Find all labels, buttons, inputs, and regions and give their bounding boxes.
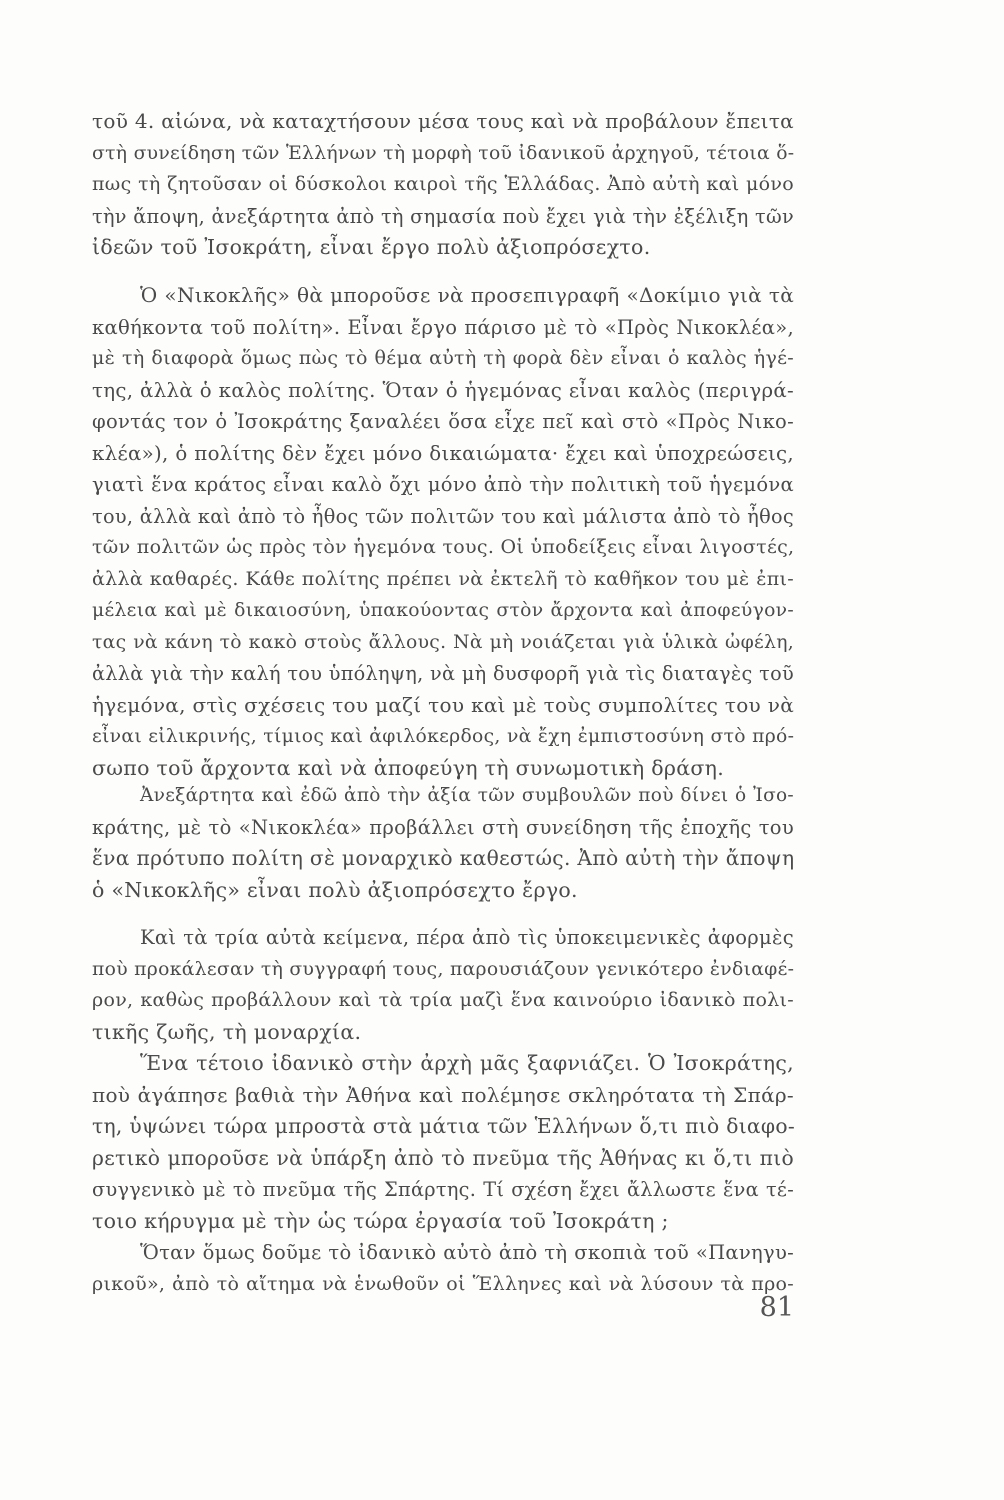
page-number: 81 (759, 1292, 794, 1323)
text-line: σωπο τοῦ ἄρχοντα καὶ νὰ ἀποφεύγη τὴ συνωμοτικὴ δράση. (92, 755, 725, 780)
text-line: Ἕνα τέτοιο ἰδανικὸ στὴν ἀρχὴ μᾶς ξαφνιάζει. Ὁ Ἰσοκράτης, (140, 1051, 794, 1075)
text-line: μέλεια καὶ μὲ δικαιοσύνη, ὑπακούοντας στὸν ἄρχοντα καὶ ἀποφεύγον- (92, 600, 794, 621)
text-line: μὲ τὴ διαφορὰ ὅμως πὼς τὸ θέμα αὐτὴ τὴ φορὰ δὲν εἶναι ὁ καλὸς ἡγέ- (92, 347, 794, 369)
text-line: τη, ὑψώνει τώρα μπροστὰ στὰ μάτια τῶν Ἑλλήνων ὅ,τι πιὸ διαφο- (92, 1114, 796, 1138)
paragraph-5 (92, 1048, 794, 1237)
text-line: ποὺ ἀγάπησε βαθιὰ τὴν Ἀθήνα καὶ πολέμησε σκληρότατα τὴ Σπάρ- (92, 1082, 794, 1107)
paragraph-1 (92, 106, 794, 264)
text-line: καθήκοντα τοῦ πολίτη». Εἶναι ἔργο πάρισο μὲ τὸ «Πρὸς Νικοκλέα», (92, 315, 794, 339)
text-line: Ὁ «Νικοκλῆς» θὰ μποροῦσε νὰ προσεπιγραφῆ «Δοκίμιο γιὰ τὰ (140, 283, 794, 307)
text-line: κλέα»), ὁ πολίτης δὲν ἔχει μόνο δικαιώματα· ἔχει καὶ ὑποχρεώσεις, (92, 441, 794, 465)
text-line: ἰδεῶν τοῦ Ἰσοκράτη, εἶναι ἔργο πολὺ ἀξιοπρόσεχτο. (92, 235, 651, 259)
text-line: ρετικὸ μποροῦσε νὰ ὑπάρξη ἀπὸ τὸ πνεῦμα τῆς Ἀθήνας κι ὅ,τι πιὸ (92, 1145, 794, 1170)
text-line: Καὶ τὰ τρία αὐτὰ κείμενα, πέρα ἀπὸ τὶς ὑποκειμενικὲς ἀφορμὲς (140, 926, 794, 949)
paragraph-2 (92, 280, 794, 784)
paragraph-6 (92, 1237, 794, 1300)
text-line: ἀλλὰ καθαρές. Κάθε πολίτης πρέπει νὰ ἐκτελῆ τὸ καθῆκον του μὲ ἐπι- (92, 567, 794, 590)
text-line: ἡγεμόνα, στὶς σχέσεις του μαζί του καὶ μὲ τοὺς συμπολίτες του νὰ (92, 692, 794, 717)
text-line: του, ἀλλὰ καὶ ἀπὸ τὸ ἦθος τῶν πολιτῶν του καὶ μάλιστα ἀπὸ τὸ ἦθος (92, 504, 794, 528)
text-line: εἶναι εἰλικρινής, τίμιος καὶ ἀφιλόκερδος, νὰ ἔχη ἐμπιστοσύνη στὸ πρό- (92, 726, 795, 747)
text-line: τὴν ἄποψη, ἀνεξάρτητα ἀπὸ τὴ σημασία ποὺ ἔχει γιὰ τὴν ἐξέλιξη τῶν (92, 204, 794, 228)
text-line: τοῦ 4. αἰώνα, νὰ καταχτήσουν μέσα τους καὶ νὰ προβάλουν ἔπειτα (92, 109, 794, 133)
text-line: Ὅταν ὅμως δοῦμε τὸ ἰδανικὸ αὐτὸ ἀπὸ τὴ σκοπιὰ τοῦ «Πανηγυ- (140, 1241, 794, 1264)
text-line: γιατὶ ἕνα κράτος εἶναι καλὸ ὄχι μόνο ἀπὸ τὴν πολιτικὴ τοῦ ἡγεμόνα (92, 473, 794, 496)
text-line: τοιο κήρυγμα μὲ τὴν ὡς τώρα ἐργασία τοῦ Ἰσοκράτη ; (92, 1208, 669, 1233)
text-line: ρον, καθὼς προβάλλουν καὶ τὰ τρία μαζὶ ἕνα καινούριο ἰδανικὸ πολι- (92, 989, 794, 1011)
text-line: συγγενικὸ μὲ τὸ πνεῦμα τῆς Σπάρτης. Τί σχέση ἔχει ἄλλωστε ἕνα τέ- (92, 1178, 794, 1201)
text-line: πως τὴ ζητοῦσαν οἱ δύσκολοι καιροὶ τῆς Ἑλλάδας. Ἀπὸ αὐτὴ καὶ μόνο (92, 173, 794, 195)
text-line: ἀλλὰ γιὰ τὴν καλή του ὑπόληψη, νὰ μὴ δυσφορῆ γιὰ τὶς διαταγὲς τοῦ (92, 662, 794, 685)
text-line: φοντάς τον ὁ Ἰσοκράτης ξαναλέει ὅσα εἶχε πεῖ καὶ στὸ «Πρὸς Νικο- (92, 410, 794, 433)
text-line: ρικοῦ», ἀπὸ τὸ αἴτημα νὰ ἑνωθοῦν οἱ Ἕλληνες καὶ νὰ λύσουν τὰ προ- (92, 1272, 794, 1295)
text-line: τικῆς ζωῆς, τὴ μοναρχία. (92, 1019, 362, 1044)
text-line: τας νὰ κάνη τὸ κακὸ στοὺς ἄλλους. Νὰ μὴ νοιάζεται γιὰ ὑλικὰ ὠφέλη, (92, 631, 794, 653)
text-line: της, ἀλλὰ ὁ καλὸς πολίτης. Ὅταν ὁ ἡγεμόνας εἶναι καλὸς (περιγρά- (92, 378, 794, 402)
paragraph-3 (92, 780, 794, 906)
text-line: ποὺ προκάλεσαν τὴ συγγραφή τους, παρουσιάζουν γενικότερο ἐνδιαφέ- (92, 958, 795, 980)
text-line: ὁ «Νικοκλῆς» εἶναι πολὺ ἀξιοπρόσεχτο ἔργο. (92, 877, 578, 902)
text-line: κράτης, μὲ τὸ «Νικοκλέα» προβάλλει στὴ συνείδηση τῆς ἐποχῆς του (92, 815, 794, 839)
paragraph-4 (92, 922, 794, 1048)
text-line: Ἀνεξάρτητα καὶ ἐδῶ ἀπὸ τὴν ἀξία τῶν συμβουλῶν ποὺ δίνει ὁ Ἰσο- (140, 785, 794, 806)
text-line: στὴ συνείδηση τῶν Ἑλλήνων τὴ μορφὴ τοῦ ἰδανικοῦ ἀρχηγοῦ, τέτοια ὅ- (92, 142, 795, 164)
text-line: τῶν πολιτῶν ὡς πρὸς τὸν ἡγεμόνα τους. Οἱ ὑποδείξεις εἶναι λιγοστές, (92, 536, 795, 558)
text-line: ἕνα πρότυπο πολίτη σὲ μοναρχικὸ καθεστώς. Ἀπὸ αὐτὴ τὴν ἄποψη (92, 846, 795, 870)
